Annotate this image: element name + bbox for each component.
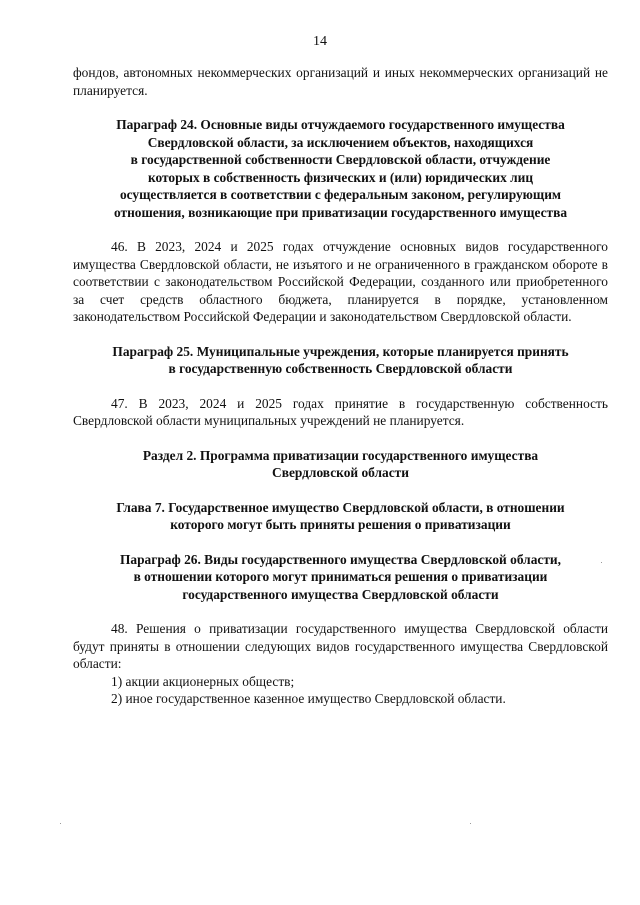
heading-line: в отношении которого могут приниматься решения о приватизации <box>133 569 548 584</box>
heading-line: Свердловской области, за исключением объектов, находящихся <box>147 134 534 150</box>
part-2-heading <box>73 447 608 482</box>
heading-line: Параграф 25. Муниципальные учреждения, которые планируется принять <box>112 343 569 359</box>
heading-line: Параграф 24. Основные виды отчуждаемого государственного имущества <box>116 117 565 132</box>
intro-paragraph: фондов, автономных некоммерческих организаций и иных некоммерческих организаций не планируется. <box>73 65 608 98</box>
scan-speck <box>470 823 471 824</box>
heading-line: Раздел 2. Программа приватизации государственного имущества <box>142 447 539 463</box>
list-item: 2) иное государственное казенное имущество Свердловской области. <box>111 691 506 706</box>
heading-line: в государственную собственность Свердловской области <box>168 361 513 376</box>
chapter-7-heading <box>73 499 608 534</box>
heading-line: осуществляется в соответствии с федеральным законом, регулирующим <box>119 187 562 202</box>
scan-speck <box>601 562 602 563</box>
heading-line: Свердловской области <box>272 465 409 480</box>
page-number: 14 <box>313 34 327 49</box>
heading-line: в государственной собственности Свердловской области, отчуждение <box>130 152 551 167</box>
section-24-heading <box>73 116 608 221</box>
heading-line: отношения, возникающие при приватизации государственного имущества <box>113 204 568 220</box>
item-47-paragraph: 47. В 2023, 2024 и 2025 годах принятие в государственную собственность Свердловской области муниципальных учреждений не планируется. <box>73 395 608 428</box>
heading-line: Параграф 26. Виды государственного имущества Свердловской области, <box>120 551 561 567</box>
section-25-heading <box>73 343 608 378</box>
scan-speck <box>60 823 61 824</box>
heading-line: государственного имущества Свердловской области <box>182 586 499 602</box>
list-item: 1) акции акционерных обществ; <box>111 673 295 689</box>
item-48-paragraph: 48. Решения о приватизации государственного имущества Свердловской области будут приняты в отношении следующих видов государственного имущества Свердловской области: <box>73 621 608 671</box>
heading-line: которых в собственность физических и (или) юридических лиц <box>147 169 534 185</box>
section-26-heading <box>73 551 608 604</box>
heading-line: которого могут быть приняты решения о приватизации <box>170 517 511 532</box>
heading-line: Глава 7. Государственное имущество Свердловской области, в отношении <box>116 499 565 515</box>
item-46-paragraph: 46. В 2023, 2024 и 2025 годах отчуждение основных видов государственного имущества Свердловской области, не изъятого и не ограниченного в гражданском обороте в соответствии с законодательством Российской Федерации, созданного или приобретенного за счет средств областного бюджета, планируется в порядке, установленном законодательством Российской Федерации и законодательством Свердловской области. <box>73 239 608 324</box>
document-body <box>73 64 608 708</box>
